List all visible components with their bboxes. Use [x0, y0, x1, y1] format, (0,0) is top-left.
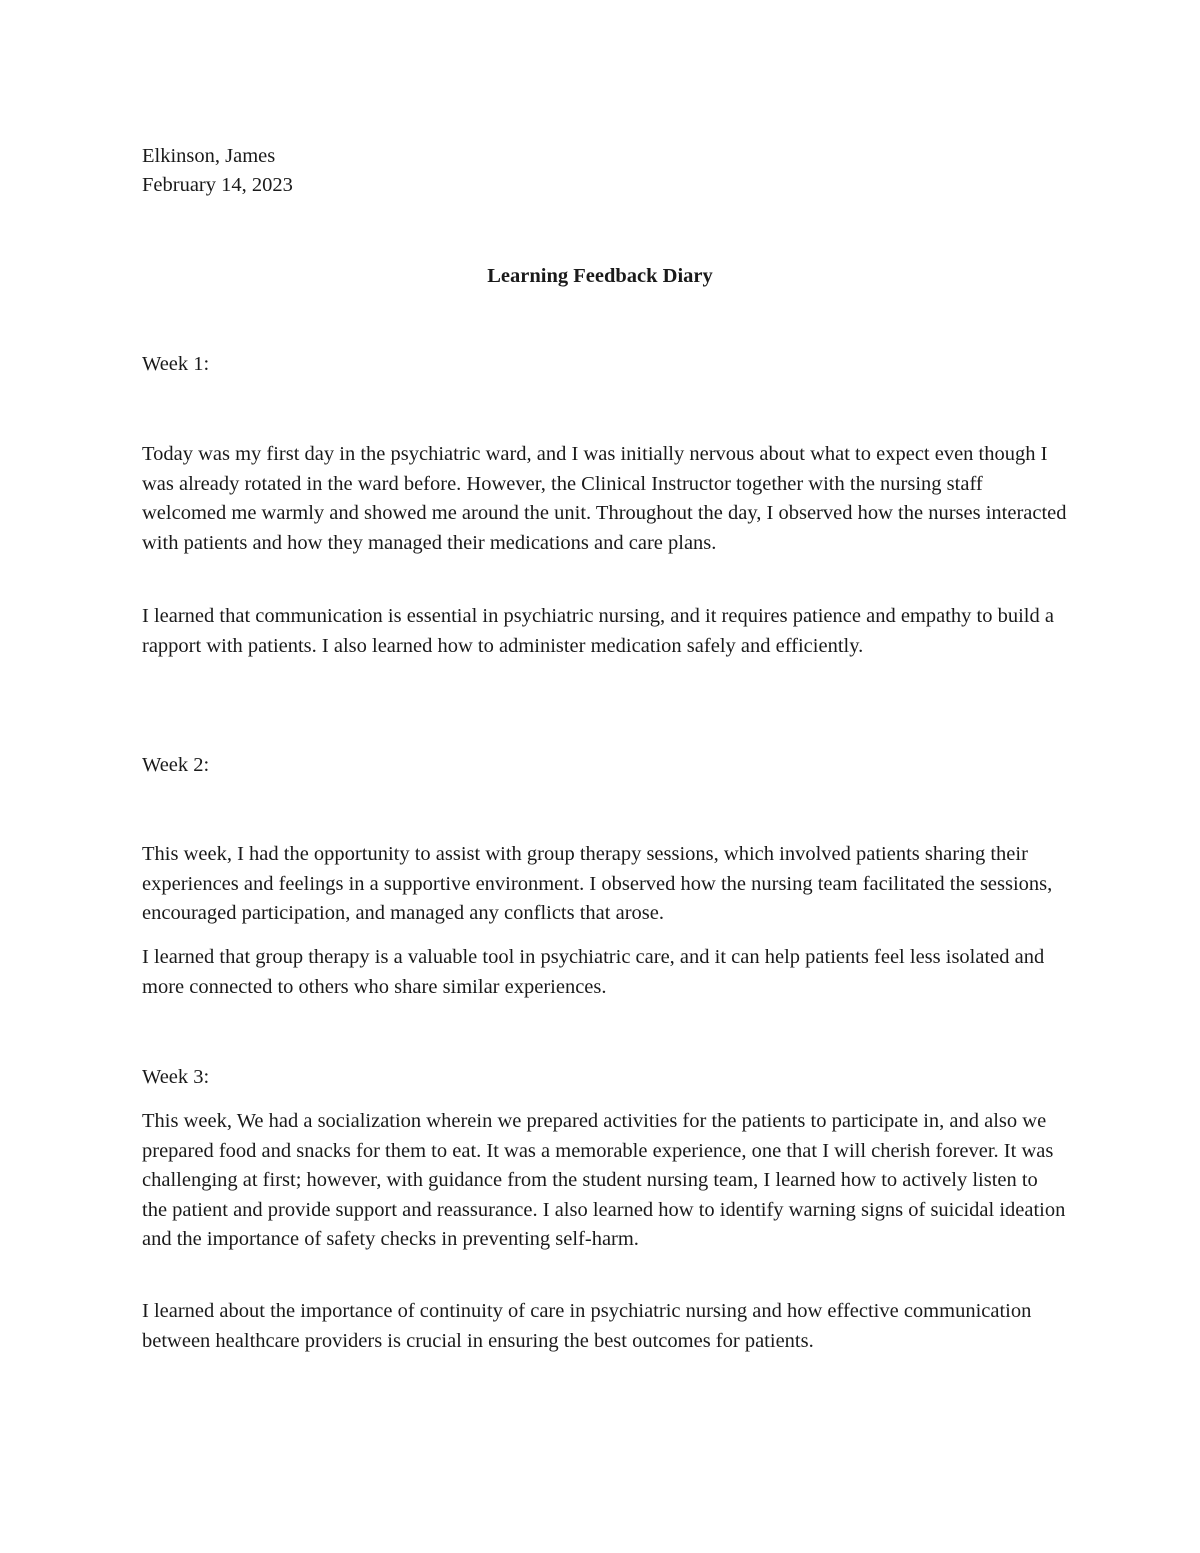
document-title: Learning Feedback Diary: [487, 265, 713, 287]
week-3-paragraph-2: I learned about the importance of continuity of care in psychiatric nursing and how effective communication between healthcare providers is crucial in ensuring the best outcomes for patients.: [142, 1300, 1032, 1352]
week-2-paragraph-1: This week, I had the opportunity to assist with group therapy sessions, which involved patients sharing their experiences and feelings in a supportive environment. I observed how the nursing team facilitated the sessions, encouraged participation, and managed any conflicts that arose.: [142, 843, 1053, 925]
week-2-paragraph-2: I learned that group therapy is a valuable tool in psychiatric care, and it can help patients feel less isolated and more connected to others who share similar experiences.: [142, 946, 1045, 998]
week-1-heading: Week 1:: [142, 353, 210, 375]
week-1-paragraph-2: I learned that communication is essential in psychiatric nursing, and it requires patience and empathy to build a rapport with patients. I also learned how to administer medication safely and efficiently.: [142, 605, 1054, 657]
week-2-heading: Week 2:: [142, 754, 210, 776]
document-date: February 14, 2023: [142, 174, 293, 196]
author-name: Elkinson, James: [142, 145, 276, 167]
week-1-paragraph-1: Today was my first day in the psychiatric ward, and I was initially nervous about what to expect even though I was already rotated in the ward before. However, the Clinical Instructor together with the nursing staff welcomed me warmly and showed me around the unit. Throughout the day, I observed how the nurses interacted with patients and how they managed their medications and care plans.: [142, 443, 1067, 554]
week-3-paragraph-1: This week, We had a socialization wherein we prepared activities for the patients to participate in, and also we prepared food and snacks for them to eat. It was a memorable experience, one that I will cherish forever. It was challenging at first; however, with guidance from the student nursing team, I learned how to actively listen to the patient and provide support and reassurance. I also learned how to identify warning signs of suicidal ideation and the importance of safety checks in preventing self-harm.: [142, 1110, 1066, 1251]
week-3-heading: Week 3:: [142, 1066, 210, 1088]
